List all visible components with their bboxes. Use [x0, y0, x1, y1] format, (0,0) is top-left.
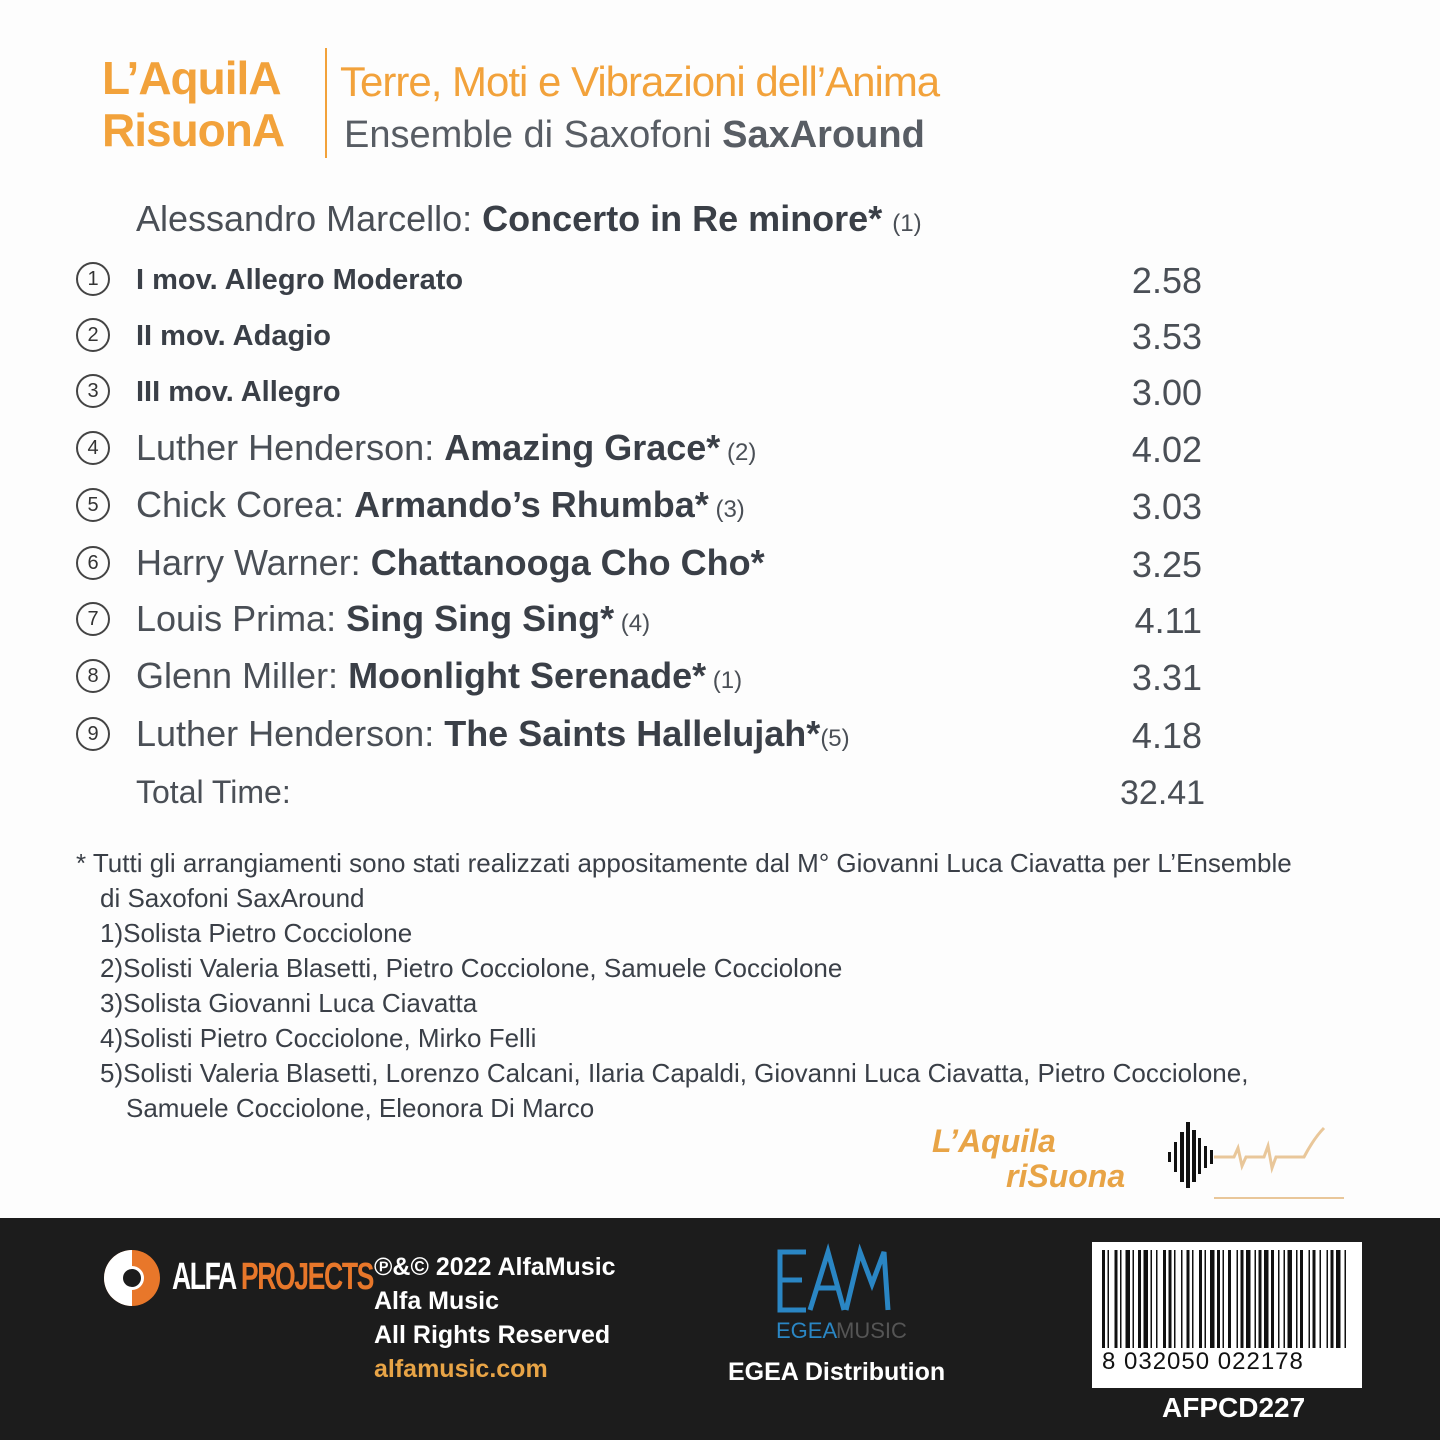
soloist-index: 4) — [100, 1023, 124, 1053]
partner-logo-line1: L’Aquila — [932, 1123, 1056, 1159]
soloist-list — [76, 916, 1292, 1091]
soloist-names: Giovanni Luca Ciavatta — [201, 988, 478, 1018]
soloist-names: Valeria Blasetti, Pietro Cocciolone, Samuele Cocciolone — [192, 953, 843, 983]
track-number: 6 — [76, 546, 110, 580]
track-duration: 2.58 — [1131, 260, 1202, 301]
notes-intro-cont: di Saxofoni SaxAround — [100, 883, 365, 913]
arrangement-notes — [76, 846, 1292, 1126]
track-duration: 3.25 — [1131, 544, 1202, 585]
soloist-role: Solisti — [123, 1023, 193, 1053]
copyright-block — [374, 1250, 616, 1386]
track-work: III mov. Allegro — [136, 376, 341, 408]
track-row — [76, 484, 1206, 534]
label-name: Alfa Music — [374, 1287, 500, 1315]
egea-logo-icon — [776, 1244, 907, 1343]
track-row — [76, 258, 1206, 308]
track-title — [136, 320, 331, 353]
soloist-line — [76, 951, 1292, 986]
soloist-line — [76, 1056, 1292, 1091]
track-work: II mov. Adagio — [136, 320, 331, 352]
notes-intro: * Tutti gli arrangiamenti sono stati realizzati appositamente dal M° Giovanni Luca Ciavatta per L’Ensemble — [76, 848, 1292, 878]
track-work: Chattanooga Cho Cho* — [370, 542, 765, 583]
track-note-ref: (3) — [708, 496, 745, 523]
track-number: 8 — [76, 659, 110, 693]
track-row — [76, 655, 1206, 705]
track-row — [76, 370, 1206, 420]
track-number: 7 — [76, 602, 110, 636]
track-title — [136, 264, 463, 297]
track-title — [136, 713, 850, 755]
soloist-index: 5) — [100, 1058, 124, 1088]
alfa-disc-center — [120, 1266, 144, 1290]
track-duration: 4.18 — [1131, 715, 1202, 756]
track-note-ref: (5) — [820, 725, 850, 752]
track-work: The Saints Hallelujah* — [444, 713, 821, 754]
alfa-projects-logo: ALFA PROJECTS — [172, 1256, 374, 1298]
track-composer: Chick Corea: — [136, 484, 355, 525]
svg-text:EGEA: EGEA — [776, 1318, 838, 1343]
track-note-ref: (1) — [706, 667, 743, 694]
distributor-label: EGEA Distribution — [728, 1358, 946, 1386]
track-row — [76, 542, 1206, 592]
track-composer: Luther Henderson: — [136, 713, 445, 754]
concerto-heading: Alessandro Marcello: Concerto in Re minore* (1) — [136, 198, 922, 239]
copyright-line: ℗&© 2022 AlfaMusic — [374, 1253, 616, 1281]
partner-logo-line2: riSuona — [1006, 1158, 1126, 1194]
soloist-index: 3) — [100, 988, 124, 1018]
soloist-role: Solisti — [123, 1058, 193, 1088]
track-composer: Harry Warner: — [136, 542, 371, 583]
soundwave-logo-icon — [1164, 1108, 1354, 1204]
track-number: 2 — [76, 318, 110, 352]
svg-text:MUSIC: MUSIC — [836, 1318, 907, 1343]
track-number: 4 — [76, 431, 110, 465]
track-row — [76, 598, 1206, 648]
track-duration: 4.02 — [1131, 429, 1202, 470]
website-link[interactable]: alfamusic.com — [374, 1355, 548, 1383]
track-composer: Luther Henderson: — [136, 427, 445, 468]
track-title — [136, 427, 756, 469]
track-row — [76, 713, 1206, 763]
track-duration: 3.00 — [1131, 372, 1202, 413]
track-duration: 3.31 — [1131, 657, 1202, 698]
track-duration: 3.53 — [1131, 316, 1202, 357]
soloist-index: 1) — [100, 918, 124, 948]
track-duration: 4.11 — [1134, 600, 1202, 641]
track-work: Amazing Grace* — [444, 427, 721, 468]
album-logo-line1: L’AquilA — [102, 52, 281, 104]
track-title — [136, 376, 341, 409]
track-composer: Glenn Miller: — [136, 655, 349, 696]
track-duration: 3.03 — [1131, 486, 1202, 527]
track-composer: Louis Prima: — [136, 598, 347, 639]
soloist-line — [76, 1021, 1292, 1056]
ensemble-name: Ensemble di Saxofoni SaxAround — [344, 114, 925, 156]
track-row — [76, 314, 1206, 364]
total-time-label: Total Time: — [136, 774, 291, 810]
track-work: Armando’s Rhumba* — [354, 484, 709, 525]
track-note-ref: (4) — [614, 610, 651, 637]
soloist-names: Pietro Cocciolone — [201, 918, 413, 948]
track-number: 1 — [76, 262, 110, 296]
track-note-ref: (2) — [720, 439, 757, 466]
track-title — [136, 484, 745, 526]
header-divider — [325, 48, 327, 158]
track-title — [136, 598, 650, 640]
track-work: I mov. Allegro Moderato — [136, 264, 464, 296]
soloist-role: Solista — [123, 988, 202, 1018]
total-time-value: 32.41 — [1120, 774, 1206, 812]
album-subtitle: Terre, Moti e Vibrazioni dell’Anima — [340, 58, 940, 105]
soloist-names: Pietro Cocciolone, Mirko Felli — [192, 1023, 537, 1053]
barcode-number: 8 032050 022178 — [1102, 1348, 1304, 1375]
catalog-number: AFPCD227 — [1162, 1392, 1306, 1423]
track-row — [76, 427, 1206, 477]
track-title — [136, 655, 742, 697]
track-work: Moonlight Serenade* — [348, 655, 707, 696]
soloist-line — [76, 986, 1292, 1021]
track-number: 5 — [76, 488, 110, 522]
track-number: 9 — [76, 717, 110, 751]
track-work: Sing Sing Sing* — [346, 598, 615, 639]
soloist-index: 2) — [100, 953, 124, 983]
soloists-cont: Samuele Cocciolone, Eleonora Di Marco — [126, 1093, 595, 1123]
track-title — [136, 542, 765, 584]
album-logo-line2: RisuonA — [102, 104, 285, 156]
soloist-line — [76, 916, 1292, 951]
track-number: 3 — [76, 374, 110, 408]
rights-line: All Rights Reserved — [374, 1321, 611, 1349]
soloist-role: Solista — [123, 918, 202, 948]
soloist-names: Valeria Blasetti, Lorenzo Calcani, Ilaria Capaldi, Giovanni Luca Ciavatta, Pietro Cocciolone, — [192, 1058, 1249, 1088]
soloist-role: Solisti — [123, 953, 193, 983]
